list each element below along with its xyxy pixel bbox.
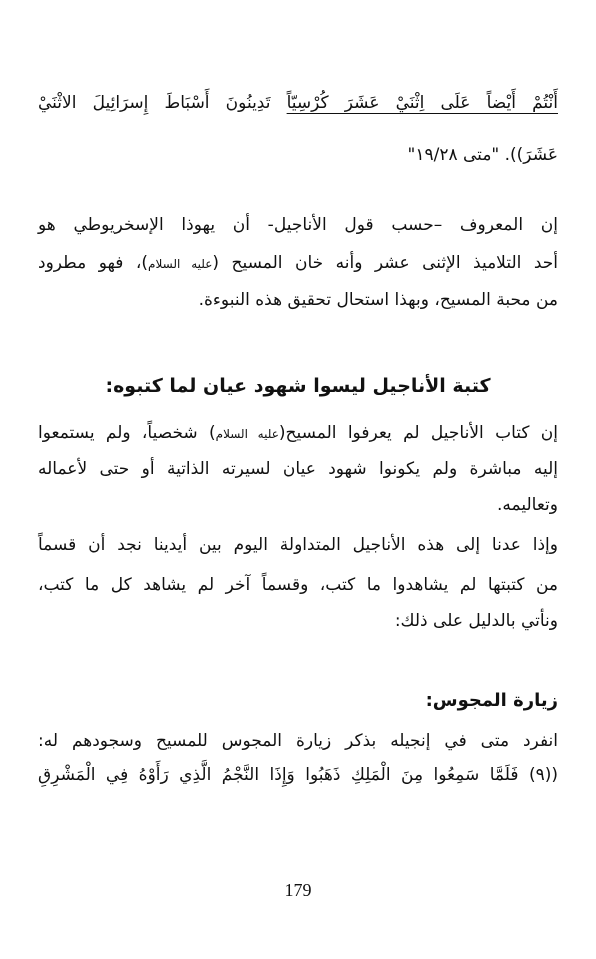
paragraph-4-line-2: ((٩) فَلَمَّا سَمِعُوا مِنَ الْمَلِكِ ذَهَبُوا وَإِذَا النَّجْمُ الَّذِي رَأَوْهُ فِي الْمَشْرِقِ <box>38 765 558 785</box>
paragraph-4-line-1: انفرد متى في إنجيله بذكر زيارة المجوس للمسيح وسجودهم له: <box>38 731 558 751</box>
paragraph-1-line-1: إن المعروف –حسب قول الأناجيل- أن يهوذا الإسخريوطي هو <box>38 215 558 235</box>
quote-line-2: عَشَرَ)). "متى ١٩/٢٨" <box>407 145 558 165</box>
section-heading-gospel-writers: كتبة الأناجيل ليسوا شهود عيان لما كتبوه: <box>105 375 491 397</box>
paragraph-1-line-2 <box>38 250 558 277</box>
paragraph-3-line-3: ونأتي بالدليل على ذلك: <box>394 611 558 631</box>
text-span: ) شخصياً، ولم يستمعوا <box>38 423 216 443</box>
paragraph-2-line-1 <box>38 420 558 447</box>
paragraph-1-line-3: من محبة المسيح، وبهذا استحال تحقيق هذه النبوءة. <box>198 290 558 310</box>
paragraph-3-line-2: من كتبتها لم يشاهدوا ما كتب، وقسماً آخر لم يشاهد كل ما كتب، <box>38 575 558 595</box>
paragraph-2-line-3: وتعاليمه. <box>497 495 558 515</box>
paragraph-2-line-2: إليه مباشرة ولم يكونوا شهود عيان لسيرته الذاتية أو حتى لأعماله <box>38 459 558 479</box>
quote-underlined-text: أَنْتُمْ أَيْضاً عَلَى اِثْنَيْ عَشَرَ كُرْسِيّاً <box>286 93 558 113</box>
text-span: )، فهو مطرود <box>38 253 149 273</box>
section-heading-magi-visit: زيارة المجوس: <box>425 690 558 711</box>
paragraph-3-line-1: وإذا عدنا إلى هذه الأناجيل المتداولة اليوم بين أيدينا نجد أن قسماً <box>38 535 558 555</box>
quote-text-rest: تَدِينُونَ أَسْبَاطَ إِسرَائِيلَ الاثْنَيْ <box>38 93 287 113</box>
text-span: إن كتاب الأناجيل لم يعرفوا المسيح( <box>278 423 559 443</box>
text-span: أحد التلاميذ الإثنى عشر وأنه خان المسيح ( <box>212 253 558 273</box>
page-number: 179 <box>284 880 312 900</box>
quote-line-1 <box>38 90 558 116</box>
honorific-small-text: عليه السلام <box>215 427 279 441</box>
honorific-small-text: عليه السلام <box>148 257 213 271</box>
